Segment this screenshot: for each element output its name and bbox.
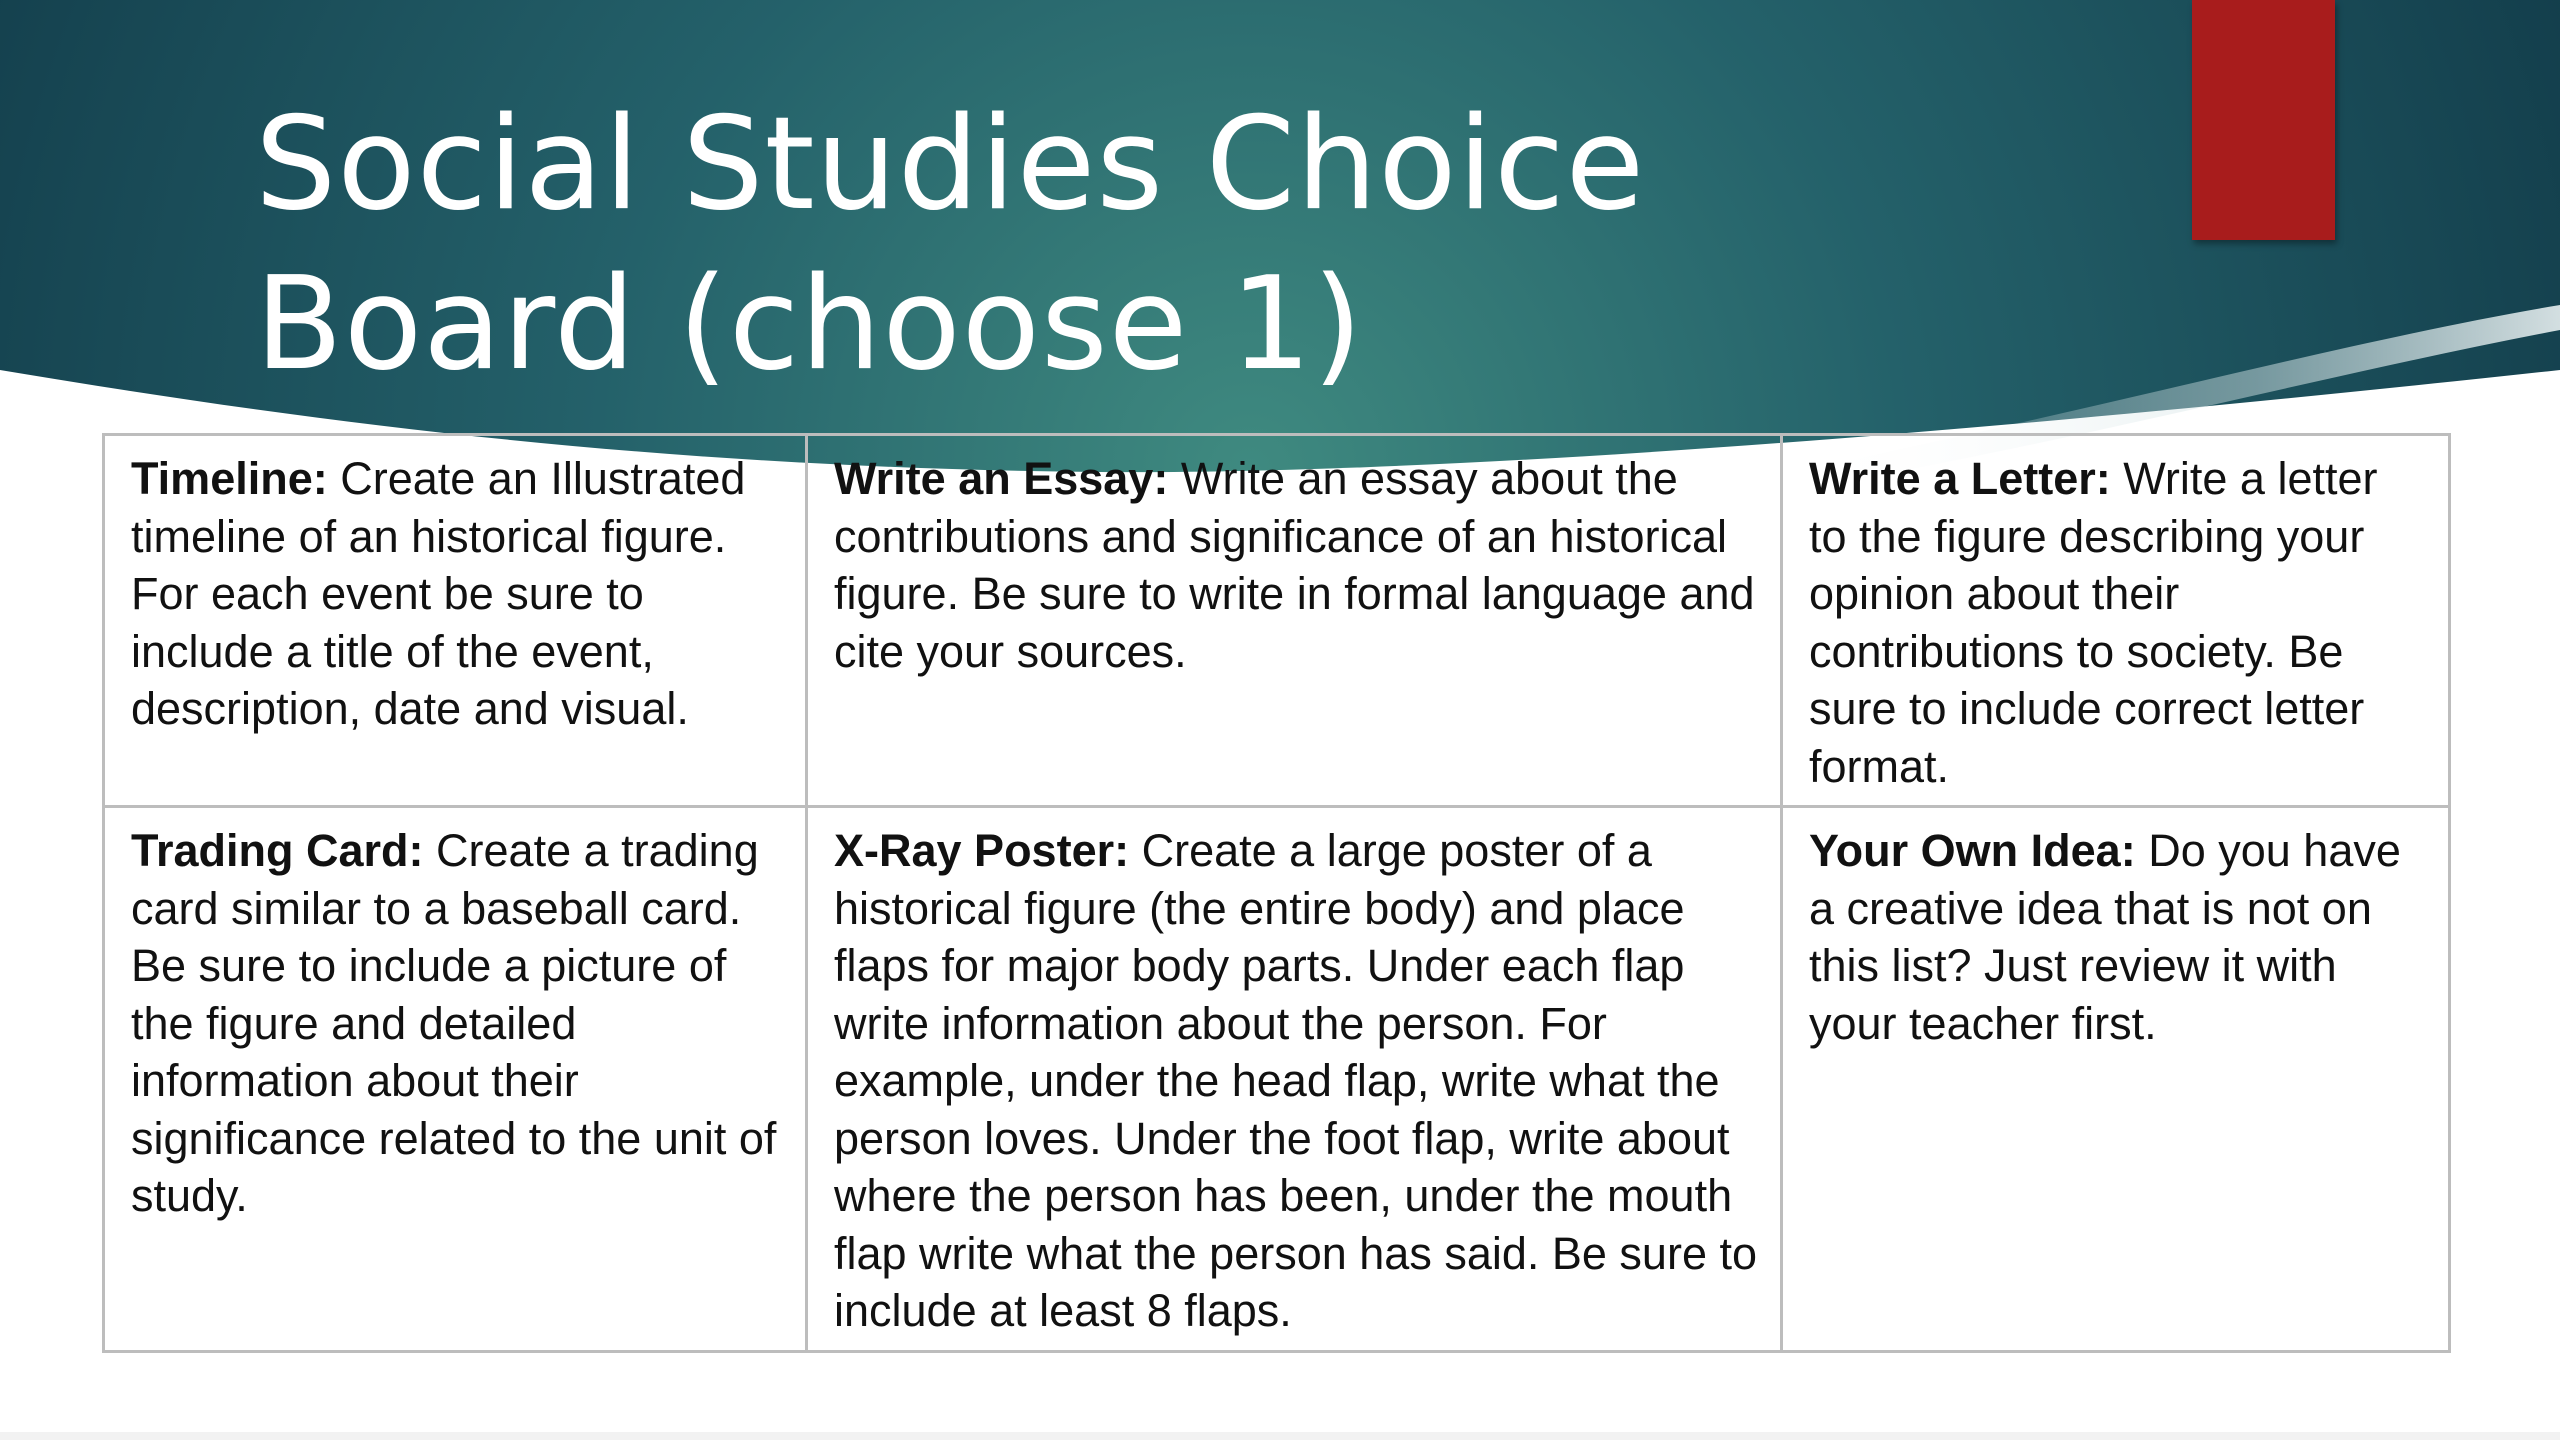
table-row <box>104 807 2450 1352</box>
choice-description: Create a trading card similar to a baseball card. Be sure to include a picture of the figure and detailed information about their significance related to the unit of study. <box>131 825 777 1221</box>
choice-description: Create an Illustrated timeline of an historical figure. For each event be sure to include a title of the event, description, date and visual. <box>131 453 746 734</box>
choice-cell-letter <box>1782 435 2450 807</box>
choice-cell-essay <box>807 435 1782 807</box>
slide-title: Social Studies Choice Board (choose 1) <box>255 90 1646 399</box>
choice-heading: Write a Letter: <box>1809 453 2111 504</box>
choice-description: Write an essay about the contributions and significance of an historical figure. Be sure to write in formal language and cite your sources. <box>834 453 1755 677</box>
choice-board-table <box>102 433 2451 1353</box>
bottom-strip <box>0 1432 2560 1440</box>
choice-cell-trading-card <box>104 807 807 1352</box>
choice-heading: X-Ray Poster: <box>834 825 1130 876</box>
choice-heading: Your Own Idea: <box>1809 825 2136 876</box>
table-row <box>104 435 2450 807</box>
choice-heading: Write an Essay: <box>834 453 1169 504</box>
choice-description: Write a letter to the figure describing your opinion about their contributions to society. Be sure to include correct letter format. <box>1809 453 2378 792</box>
accent-bar <box>2192 0 2335 240</box>
choice-heading: Timeline: <box>131 453 328 504</box>
choice-heading: Trading Card: <box>131 825 424 876</box>
choice-description: Create a large poster of a historical figure (the entire body) and place flaps for major body parts. Under each flap write information about the person. For example, under the head flap, write what the person loves. Under the foot flap, write about where the person has been, under the mouth flap write what the person has said. Be sure to include at least 8 flaps. <box>834 825 1758 1336</box>
choice-description: Do you have a creative idea that is not on this list? Just review it with your teacher first. <box>1809 825 2401 1049</box>
choice-cell-timeline <box>104 435 807 807</box>
choice-cell-xray-poster <box>807 807 1782 1352</box>
choice-cell-own-idea <box>1782 807 2450 1352</box>
